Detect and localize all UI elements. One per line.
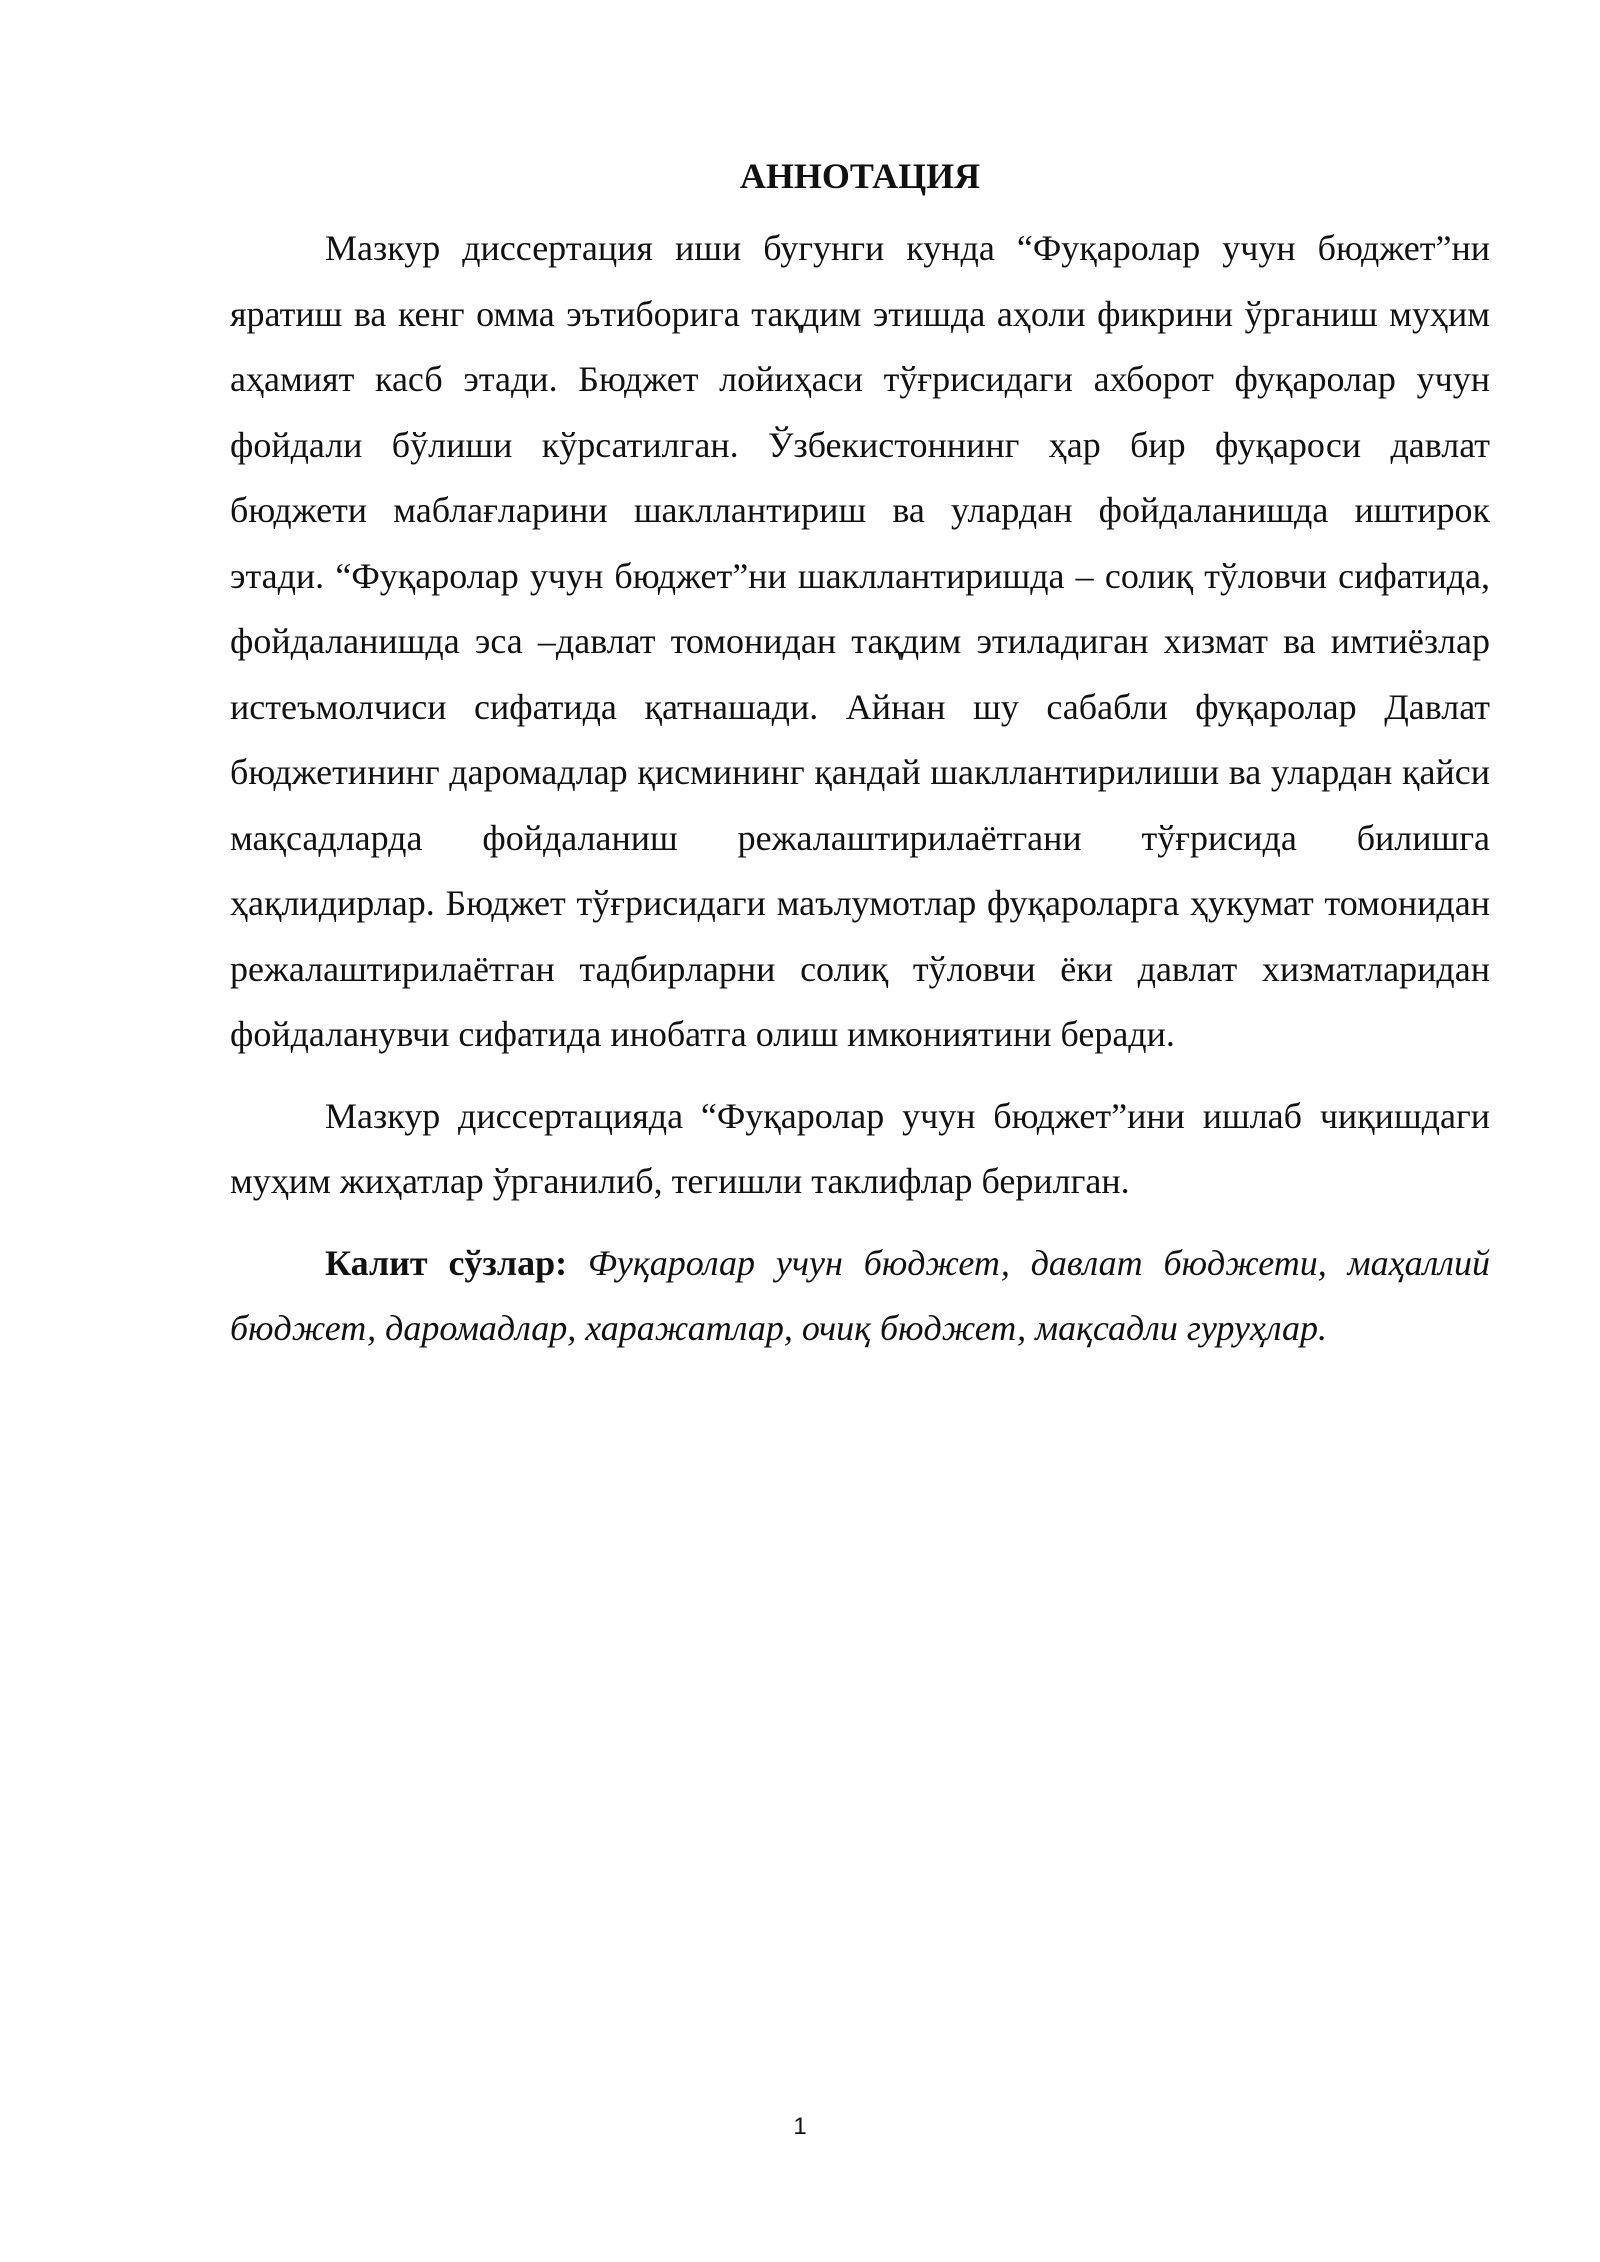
page-title: АННОТАЦИЯ: [739, 156, 981, 196]
keywords-text: Фуқаролар учун бюджет, давлат бюджети, маҳаллий бюджет, даромадлар, харажатлар, очиқ бюджет, мақсадли гуруҳлар.: [230, 1242, 1490, 1348]
keywords-label: Калит сўзлар:: [325, 1242, 568, 1283]
paragraph-2: Мазкур диссертацияда “Фуқаролар учун бюджет”ини ишлаб чиқишдаги муҳим жиҳатлар ўрганилиб, тегишли таклифлар берилган.: [230, 1095, 1490, 1201]
keywords-paragraph: [230, 1231, 1490, 1362]
paragraph-1: Мазкур диссертация иши бугунги кунда “Фуқаролар учун бюджет”ни яратиш ва кенг омма эътиборига тақдим этишда аҳоли фикрини ўрганиш муҳим аҳамият касб этади. Бюджет лойиҳаси тўғрисидаги ахборот фуқаролар учун фойдали бўлиши кўрсатилган. Ўзбекистоннинг ҳар бир фуқароси давлат бюджети маблағларини шакллантириш ва улардан фойдаланишда иштирок этади. “Фуқаролар учун бюджет”ни шакллантиришда – солиқ тўловчи сифатида, фойдаланишда эса –давлат томонидан тақдим этиладиган хизмат ва имтиёзлар истеъмолчиси сифатида қатнашади. Айнан шу сабабли фуқаролар Давлат бюджетининг даромадлар қисмининг қандай шакллантирилиши ва улардан қайси мақсадларда фойдаланиш режалаштирилаётгани тўғрисида билишга ҳақлидирлар. Бюджет тўғрисидаги маълумотлар фуқароларга ҳукумат томонидан режалаштирилаётган тадбирларни солиқ тўловчи ёки давлат хизматларидан фойдаланувчи сифатида инобатга олиш имкониятини беради.: [230, 228, 1490, 1054]
page-number: 1: [793, 2113, 807, 2140]
page-content: [230, 150, 1490, 1378]
